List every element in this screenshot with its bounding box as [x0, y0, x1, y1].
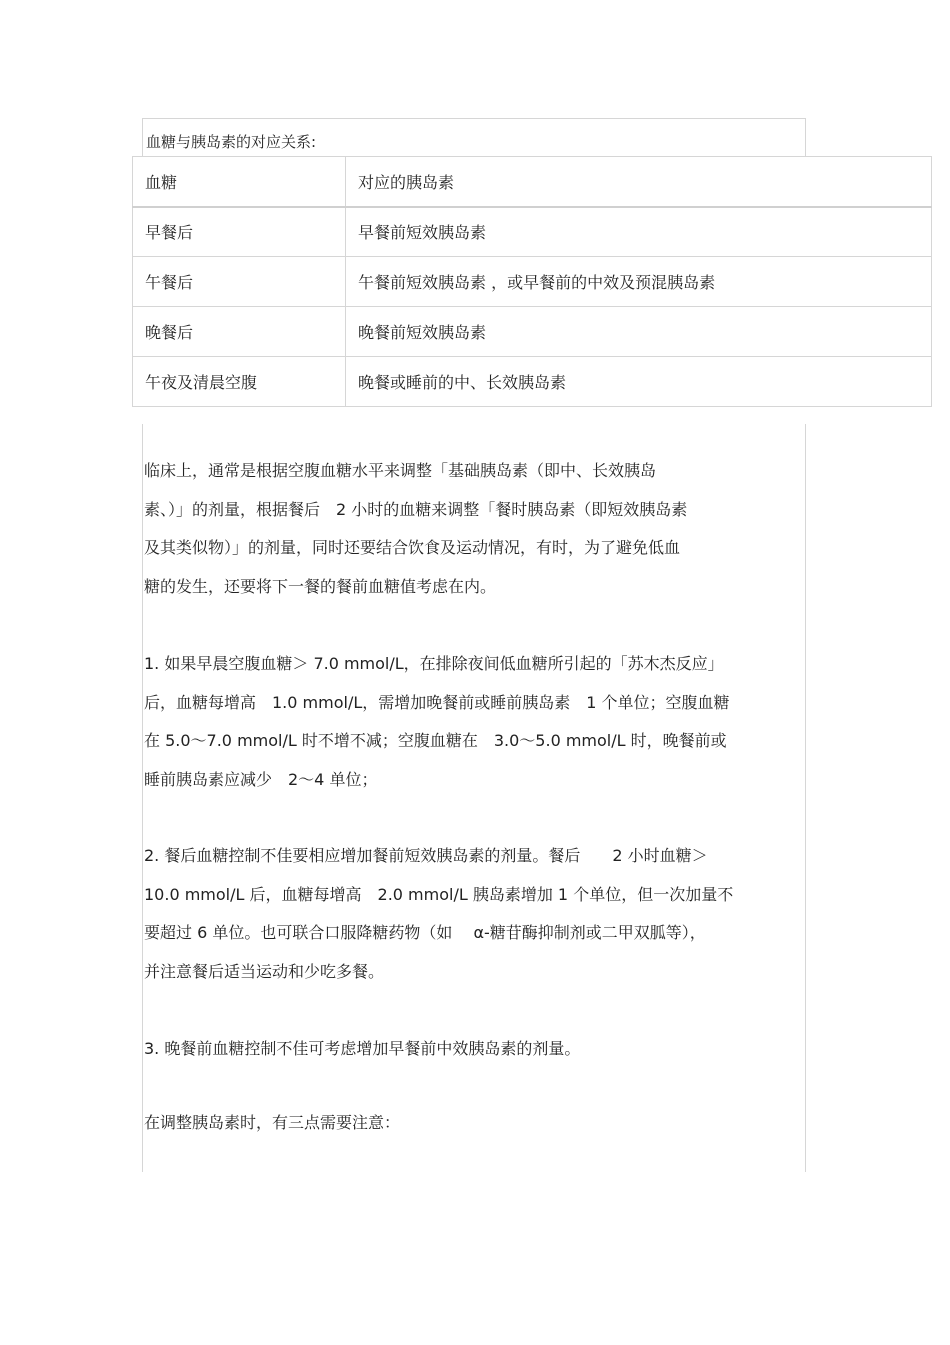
text-line: 素、）」的剂量，根据餐后 2 小时的血糖来调整「餐时胰岛素（即短效胰岛素	[144, 499, 688, 519]
table-caption: 血糖与胰岛素的对应关系:	[146, 133, 317, 151]
table-row	[133, 257, 932, 307]
insulin-table	[132, 156, 932, 407]
text-line: 及其类似物）」的剂量，同时还要结合饮食及运动情况，有时，为了避免低血	[144, 538, 681, 557]
table-row	[133, 307, 932, 357]
text-line: 后，血糖每增高 1.0 mmol/L，需增加晚餐前或睡前胰岛素 1 个单位；空腹血糖	[144, 692, 730, 712]
text-line: 3. 晚餐前血糖控制不佳可考虑增加早餐前中效胰岛素的剂量。	[144, 1039, 581, 1058]
header-insulin: 对应的胰岛素	[346, 157, 932, 207]
paragraph-rule-3	[144, 1030, 580, 1069]
table-row	[133, 357, 932, 407]
cell-insulin: 早餐前短效胰岛素	[346, 207, 932, 257]
paragraph-intro	[144, 452, 687, 606]
text-line: 要超过 6 单位。也可联合口服降糖药物（如 α-糖苷酶抑制剂或二甲双胍等），	[144, 923, 706, 942]
paragraph-rule-1	[144, 645, 730, 799]
text-line: 临床上，通常是根据空腹血糖水平来调整「基础胰岛素（即中、长效胰岛	[144, 461, 657, 480]
text-line: 10.0 mmol/L 后，血糖每增高 2.0 mmol/L 胰岛素增加 1 个单位，但一次加量不	[144, 884, 734, 904]
text-line: 1. 如果早晨空腹血糖＞ 7.0 mmol/L，在排除夜间低血糖所引起的「苏木杰反应」	[144, 654, 724, 673]
cell-insulin: 晚餐或睡前的中、长效胰岛素	[346, 357, 932, 407]
paragraph-rule-2	[144, 837, 733, 991]
cell-blood-sugar: 晚餐后	[133, 307, 346, 357]
text-line: 在 5.0～7.0 mmol/L 时不增不减；空腹血糖在 3.0～5.0 mmol/L 时，晚餐前或	[144, 731, 727, 750]
text-line: 2. 餐后血糖控制不佳要相应增加餐前短效胰岛素的剂量。餐后 2 小时血糖＞	[144, 846, 708, 865]
text-line: 糖的发生，还要将下一餐的餐前血糖值考虑在内。	[144, 576, 497, 596]
table-row	[133, 207, 932, 257]
cell-insulin: 午餐前短效胰岛素 ，或早餐前的中效及预混胰岛素	[346, 257, 932, 307]
table-header-row	[133, 157, 932, 207]
text-line: 睡前胰岛素应减少 2～4 单位；	[144, 769, 378, 789]
cell-insulin: 晚餐前短效胰岛素	[346, 307, 932, 357]
cell-blood-sugar: 午餐后	[133, 257, 346, 307]
paragraph-note	[144, 1104, 400, 1143]
cell-blood-sugar: 早餐后	[133, 207, 346, 257]
cell-blood-sugar: 午夜及清晨空腹	[133, 357, 346, 407]
text-line: 在调整胰岛素时，有三点需要注意：	[144, 1113, 401, 1132]
text-line: 并注意餐后适当运动和少吃多餐。	[144, 961, 385, 981]
header-blood-sugar: 血糖	[133, 157, 346, 207]
